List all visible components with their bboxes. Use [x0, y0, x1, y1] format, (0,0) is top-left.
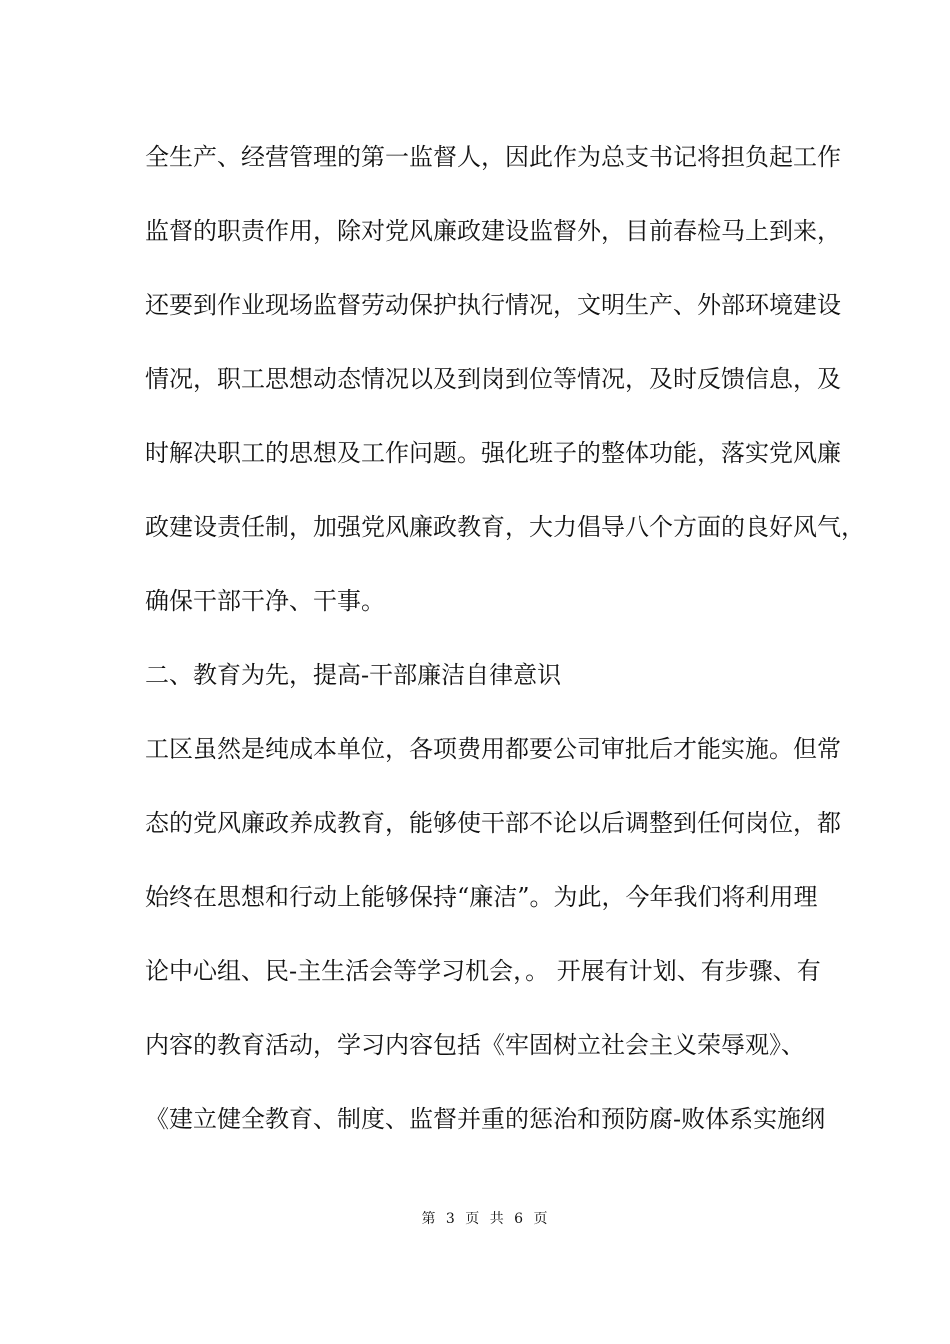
- paragraph-line: 态的党风廉政养成教育，能够使干部不论以后调整到任何岗位，都: [145, 809, 841, 837]
- paragraph-line: 政建设责任制，加强党风廉政教育，大力倡导八个方面的良好风气，: [145, 513, 865, 541]
- paragraph-line: 始终在思想和行动上能够保持“廉洁”。为此，今年我们将利用理: [145, 883, 818, 911]
- paragraph-line: 全生产、经营管理的第一监督人，因此作为总支书记将担负起工作: [145, 143, 841, 171]
- paragraph-line: 监督的职责作用，除对党风廉政建设监督外，目前春检马上到来，: [145, 217, 841, 245]
- paragraph-line: 情况，职工思想动态情况以及到岗到位等情况，及时反馈信息，及: [145, 365, 841, 393]
- paragraph-line: 确保干部干净、干事。: [145, 587, 385, 615]
- paragraph-line: 内容的教育活动，学习内容包括《牢固树立社会主义荣辱观》、: [145, 1031, 805, 1059]
- page-number: 第 3 页 共 6 页: [421, 1211, 551, 1227]
- section-heading: 二、教育为先，提高-干部廉洁自律意识: [145, 661, 562, 689]
- paragraph-line: 工区虽然是纯成本单位，各项费用都要公司审批后才能实施。但常: [145, 735, 841, 763]
- paragraph-line: 论中心组、民-主生活会等学习机会，。 开展有计划、有步骤、有: [145, 957, 821, 985]
- paragraph-line: 时解决职工的思想及工作问题。强化班子的整体功能，落实党风廉: [145, 439, 841, 467]
- paragraph-line: 还要到作业现场监督劳动保护执行情况，文明生产、外部环境建设: [145, 291, 841, 319]
- paragraph-line: 《建立健全教育、制度、监督并重的惩治和预防腐-败体系实施纲: [145, 1105, 826, 1133]
